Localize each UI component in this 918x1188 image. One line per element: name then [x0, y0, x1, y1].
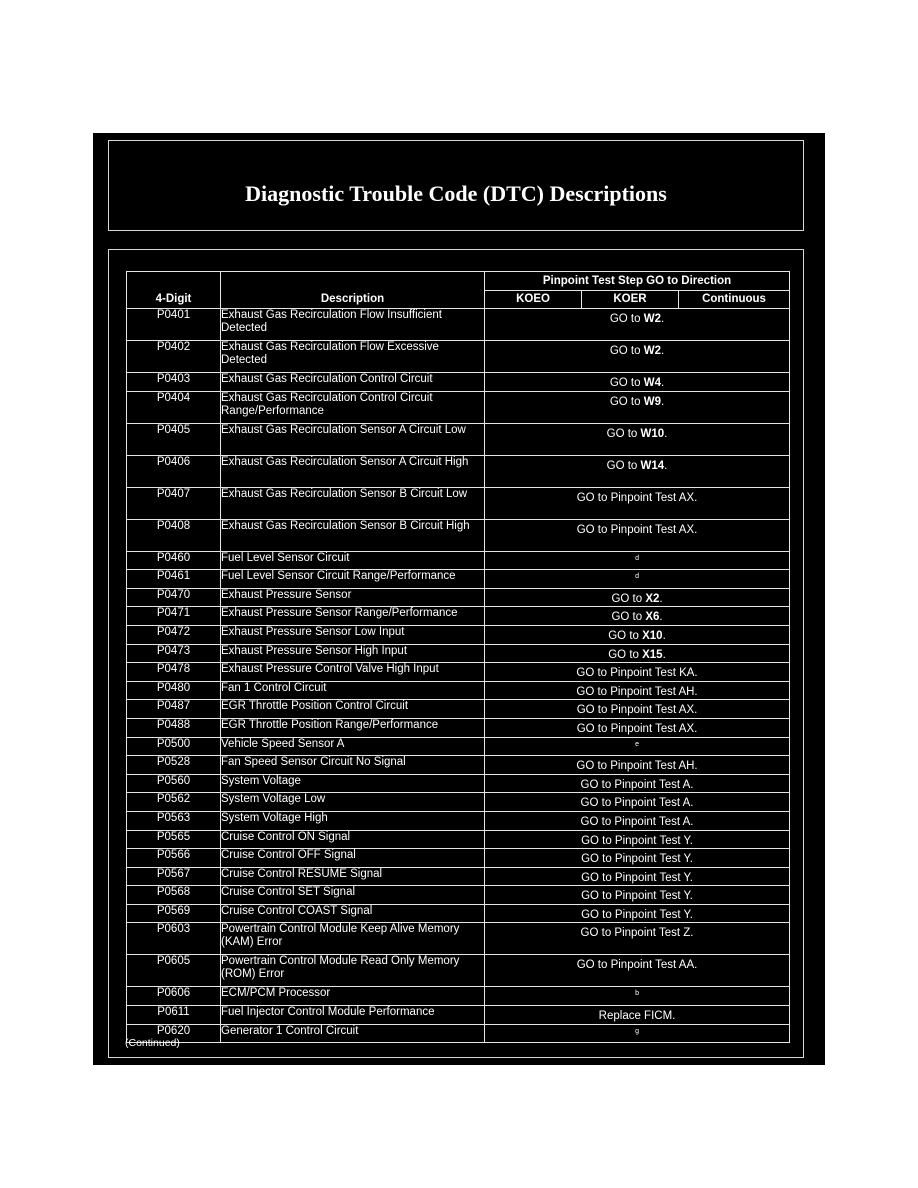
- table-row: [127, 570, 790, 589]
- dtc-code: P0403: [127, 373, 221, 392]
- dtc-description: Exhaust Gas Recirculation Control Circuit: [221, 373, 485, 392]
- footnote-ref: e: [635, 740, 639, 748]
- go-to-direction: [485, 955, 790, 987]
- table-row: [127, 588, 790, 607]
- table-row: [127, 455, 790, 487]
- table-row: [127, 663, 790, 682]
- table-row: [127, 811, 790, 830]
- step-ref: X10: [642, 629, 663, 642]
- table-row: [127, 774, 790, 793]
- dtc-table-body: [127, 309, 790, 1043]
- table-row: [127, 1024, 790, 1043]
- table-box: [108, 249, 804, 1058]
- table-row: [127, 867, 790, 886]
- go-tail: .: [660, 395, 665, 408]
- go-text: GO to Pinpoint Test Y.: [581, 890, 693, 903]
- dtc-code: P0460: [127, 551, 221, 570]
- go-text: Replace FICM.: [598, 1009, 676, 1022]
- go-to-direction: [485, 1024, 790, 1043]
- footnote-ref: d: [635, 573, 639, 581]
- dtc-description: Cruise Control SET Signal: [221, 886, 485, 905]
- dtc-description: Fuel Level Sensor Circuit: [221, 551, 485, 570]
- dtc-code: P0461: [127, 570, 221, 589]
- step-ref: W9: [643, 395, 661, 408]
- go-text: GO to: [609, 376, 644, 389]
- go-to-direction: [485, 487, 790, 519]
- table-row: [127, 373, 790, 392]
- continued-note: (Continued): [125, 1037, 180, 1049]
- table-row: [127, 309, 790, 341]
- table-row: [127, 644, 790, 663]
- dtc-code: P0478: [127, 663, 221, 682]
- go-tail: .: [662, 648, 666, 661]
- go-text: GO to: [611, 592, 646, 605]
- header-koer: KOER: [582, 291, 679, 309]
- dtc-description: Fuel Level Sensor Circuit Range/Performance: [221, 570, 485, 589]
- table-row: [127, 519, 790, 551]
- go-tail: .: [660, 312, 665, 325]
- go-to-direction: [485, 886, 790, 905]
- dtc-code: P0402: [127, 341, 221, 373]
- go-text: GO to Pinpoint Test AH.: [576, 759, 698, 772]
- go-to-direction: [485, 1006, 790, 1025]
- dtc-description: EGR Throttle Position Range/Performance: [221, 718, 485, 737]
- dtc-code: P0565: [127, 830, 221, 849]
- dtc-description: Powertrain Control Module Read Only Memory (ROM) Error: [221, 955, 485, 987]
- dtc-panel: [93, 133, 825, 1065]
- dtc-code: P0566: [127, 849, 221, 868]
- dtc-code: P0562: [127, 793, 221, 812]
- dtc-code: P0480: [127, 681, 221, 700]
- step-ref: W2: [643, 312, 661, 325]
- go-text: GO to Pinpoint Test KA.: [576, 666, 698, 679]
- table-row: [127, 830, 790, 849]
- dtc-code: P0406: [127, 455, 221, 487]
- table-row: [127, 423, 790, 455]
- table-row: [127, 923, 790, 955]
- table-row: [127, 987, 790, 1006]
- go-text: GO to Pinpoint Test A.: [580, 778, 694, 791]
- dtc-code: P0568: [127, 886, 221, 905]
- go-text: GO to Pinpoint Test A.: [580, 815, 694, 828]
- dtc-code: P0611: [127, 1006, 221, 1025]
- table-row: [127, 904, 790, 923]
- dtc-description: System Voltage Low: [221, 793, 485, 812]
- go-to-direction: [485, 923, 790, 955]
- dtc-description: Generator 1 Control Circuit: [221, 1024, 485, 1043]
- footnote-ref: b: [635, 990, 639, 998]
- go-to-direction: [485, 987, 790, 1006]
- dtc-code: P0560: [127, 774, 221, 793]
- dtc-description: Exhaust Gas Recirculation Flow Insufficient Detected: [221, 309, 485, 341]
- dtc-description: Exhaust Pressure Control Valve High Input: [221, 663, 485, 682]
- go-text: GO to: [606, 427, 641, 440]
- go-to-direction: [485, 551, 790, 570]
- dtc-description: Exhaust Pressure Sensor High Input: [221, 644, 485, 663]
- go-tail: .: [660, 344, 665, 357]
- go-text: GO to Pinpoint Test A.: [580, 797, 694, 810]
- dtc-code: P0401: [127, 309, 221, 341]
- go-text: GO to: [608, 648, 643, 661]
- step-ref: W14: [640, 459, 665, 472]
- dtc-description: System Voltage High: [221, 811, 485, 830]
- dtc-code: P0471: [127, 607, 221, 626]
- table-row: [127, 793, 790, 812]
- table-row: [127, 681, 790, 700]
- go-to-direction: [485, 756, 790, 775]
- footnote-ref: g: [635, 1027, 639, 1035]
- dtc-description: Exhaust Pressure Sensor Low Input: [221, 625, 485, 644]
- go-to-direction: [485, 867, 790, 886]
- go-text: GO to Pinpoint Test AX.: [576, 704, 698, 717]
- dtc-description: Powertrain Control Module Keep Alive Memory (KAM) Error: [221, 923, 485, 955]
- dtc-description: Vehicle Speed Sensor A: [221, 737, 485, 756]
- go-to-direction: [485, 681, 790, 700]
- go-tail: .: [660, 376, 665, 389]
- dtc-description: Fan Speed Sensor Circuit No Signal: [221, 756, 485, 775]
- table-row: [127, 551, 790, 570]
- header-description: Description: [221, 272, 485, 309]
- go-text: GO to: [609, 344, 644, 357]
- dtc-code: P0488: [127, 718, 221, 737]
- footnote-ref: d: [635, 554, 639, 562]
- dtc-description: Fan 1 Control Circuit: [221, 681, 485, 700]
- dtc-description: Cruise Control OFF Signal: [221, 849, 485, 868]
- dtc-code: P0605: [127, 955, 221, 987]
- go-to-direction: [485, 849, 790, 868]
- dtc-description: Cruise Control ON Signal: [221, 830, 485, 849]
- go-to-direction: [485, 341, 790, 373]
- dtc-code: P0528: [127, 756, 221, 775]
- header-koeo: KOEO: [485, 291, 582, 309]
- header-continuous: Continuous: [679, 291, 790, 309]
- table-row: [127, 955, 790, 987]
- go-text: GO to Pinpoint Test Y.: [581, 908, 693, 921]
- dtc-code: P0487: [127, 700, 221, 719]
- dtc-description: Exhaust Gas Recirculation Sensor A Circuit Low: [221, 423, 485, 455]
- go-to-direction: [485, 663, 790, 682]
- dtc-table: [126, 271, 790, 1043]
- step-ref: W4: [643, 376, 661, 389]
- dtc-description: Exhaust Gas Recirculation Flow Excessive Detected: [221, 341, 485, 373]
- table-row: [127, 849, 790, 868]
- go-to-direction: [485, 700, 790, 719]
- go-to-direction: [485, 423, 790, 455]
- step-ref: W10: [640, 427, 665, 440]
- table-row: [127, 718, 790, 737]
- header-4-digit: 4-Digit: [127, 272, 221, 309]
- dtc-code: P0567: [127, 867, 221, 886]
- table-row: [127, 487, 790, 519]
- go-tail: .: [664, 427, 668, 440]
- header-pinpoint-group: Pinpoint Test Step GO to Direction: [485, 272, 790, 291]
- go-to-direction: [485, 391, 790, 423]
- go-to-direction: [485, 830, 790, 849]
- step-ref: X6: [645, 611, 660, 624]
- go-to-direction: [485, 904, 790, 923]
- go-to-direction: [485, 811, 790, 830]
- go-text: GO to Pinpoint Test Y.: [581, 834, 693, 847]
- go-to-direction: [485, 644, 790, 663]
- dtc-code: P0405: [127, 423, 221, 455]
- dtc-description: Cruise Control RESUME Signal: [221, 867, 485, 886]
- go-text: GO to: [609, 395, 644, 408]
- dtc-code: P0472: [127, 625, 221, 644]
- go-text: GO to Pinpoint Test AH.: [576, 685, 698, 698]
- go-text: GO to Pinpoint Test AX.: [576, 722, 698, 735]
- go-tail: .: [662, 629, 666, 642]
- table-row: [127, 700, 790, 719]
- table-row: [127, 607, 790, 626]
- go-text: GO to Pinpoint Test AX.: [576, 491, 698, 504]
- dtc-code: P0569: [127, 904, 221, 923]
- go-text: GO to Pinpoint Test Y.: [581, 871, 693, 884]
- go-text: GO to Pinpoint Test AA.: [576, 959, 698, 972]
- dtc-code: P0407: [127, 487, 221, 519]
- go-text: GO to Pinpoint Test Z.: [580, 927, 694, 940]
- table-row: [127, 391, 790, 423]
- go-tail: .: [664, 459, 668, 472]
- dtc-description: Exhaust Pressure Sensor Range/Performance: [221, 607, 485, 626]
- dtc-code: P0473: [127, 644, 221, 663]
- table-row: [127, 341, 790, 373]
- dtc-code: P0470: [127, 588, 221, 607]
- dtc-description: Exhaust Gas Recirculation Sensor A Circuit High: [221, 455, 485, 487]
- page-title: Diagnostic Trouble Code (DTC) Descriptions: [245, 181, 667, 206]
- go-text: GO to: [611, 611, 646, 624]
- table-row: [127, 886, 790, 905]
- title-box: [108, 140, 804, 231]
- go-to-direction: [485, 519, 790, 551]
- table-row: [127, 737, 790, 756]
- dtc-code: P0620: [127, 1024, 221, 1043]
- dtc-code: P0603: [127, 923, 221, 955]
- dtc-description: Exhaust Gas Recirculation Control Circuit Range/Performance: [221, 391, 485, 423]
- go-text: GO to Pinpoint Test Y.: [581, 852, 693, 865]
- step-ref: X2: [645, 592, 660, 605]
- go-to-direction: [485, 625, 790, 644]
- go-to-direction: [485, 793, 790, 812]
- go-to-direction: [485, 774, 790, 793]
- dtc-code: P0563: [127, 811, 221, 830]
- go-to-direction: [485, 737, 790, 756]
- dtc-description: ECM/PCM Processor: [221, 987, 485, 1006]
- go-to-direction: [485, 309, 790, 341]
- go-to-direction: [485, 570, 790, 589]
- step-ref: X15: [642, 648, 663, 661]
- go-tail: .: [659, 592, 663, 605]
- dtc-description: Fuel Injector Control Module Performance: [221, 1006, 485, 1025]
- go-to-direction: [485, 455, 790, 487]
- step-ref: W2: [643, 344, 661, 357]
- dtc-description: Cruise Control COAST Signal: [221, 904, 485, 923]
- dtc-code: P0408: [127, 519, 221, 551]
- dtc-description: Exhaust Gas Recirculation Sensor B Circuit Low: [221, 487, 485, 519]
- dtc-description: Exhaust Pressure Sensor: [221, 588, 485, 607]
- table-row: [127, 625, 790, 644]
- go-text: GO to: [608, 629, 643, 642]
- go-to-direction: [485, 718, 790, 737]
- table-row: [127, 1006, 790, 1025]
- dtc-description: System Voltage: [221, 774, 485, 793]
- table-row: [127, 756, 790, 775]
- dtc-description: EGR Throttle Position Control Circuit: [221, 700, 485, 719]
- dtc-code: P0404: [127, 391, 221, 423]
- go-tail: .: [659, 611, 663, 624]
- dtc-code: P0606: [127, 987, 221, 1006]
- dtc-code: P0500: [127, 737, 221, 756]
- go-to-direction: [485, 607, 790, 626]
- go-to-direction: [485, 588, 790, 607]
- go-text: GO to: [606, 459, 641, 472]
- go-to-direction: [485, 373, 790, 392]
- go-text: GO to Pinpoint Test AX.: [576, 523, 698, 536]
- dtc-description: Exhaust Gas Recirculation Sensor B Circuit High: [221, 519, 485, 551]
- go-text: GO to: [609, 312, 644, 325]
